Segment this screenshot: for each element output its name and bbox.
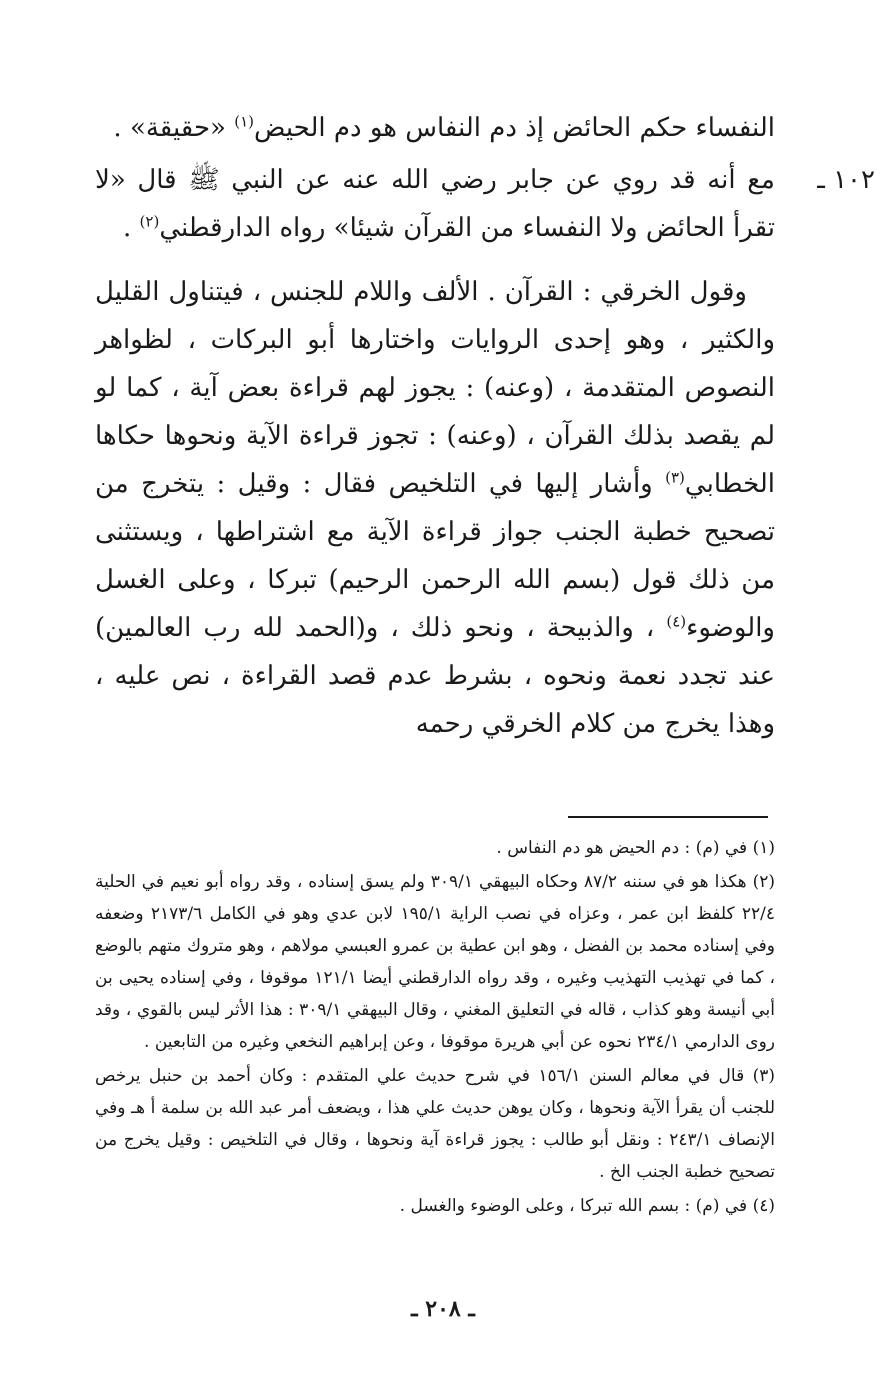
footnote-3: (٣) قال في معالم السنن ١٥٦/١ في شرح حديث علي المتقدم : وكان أحمد بن حنبل يرخص للجنب أن يقرأ الآية ونحوها ، وكان يوهن حديث علي هذا ، ويضعف أمر عبد الله بن سلمة أ هـ وفي الإنصاف ٢٤٣/١ : ونقل أبو طالب : يجوز قراءة آية ونحوها ، وقال في التلخيص : وقيل يخرج من تصحيح خطبة الجنب الخ . [95, 1066, 776, 1182]
footnote-ref-4: (٤) [666, 612, 687, 631]
footnotes [95, 832, 775, 1224]
footnote-ref-3: (٣) [665, 468, 685, 487]
footnote-2: (٢) هكذا هو في سننه ٨٧/٢ وحكاه البيهقي ٣٠٩/١ ولم يسق إسناده ، وقد رواه أبو نعيم في الحلية ٢٢/٤ كلفظ ابن عمر ، وعزاه في نصب الراية ١٩٥/١ لابن عدي وهو في الكامل ٢١٧٣/٦ وضعفه وفي إسناده محمد بن الفضل ، وهو ابن عطية بن عمرو العبسي مولاهم ، وهو متروك متهم بالوضع ، كما في تهذيب التهذيب وغيره ، وقد رواه الدارقطني أيضا ١٢١/١ موقوفا ، وفي إسناده يحيى بن أبي أنيسة وهو كذاب ، قاله في التعليق المغني ، وقال البيهقي ٣٠٩/١ : هذا الأثر ليس بالقوي ، وقد روى الدارمي ٢٣٤/١ نحوه عن أبي هريرة موقوفا ، وعن إبراهيم النخعي وغيره من التابعين . [95, 872, 776, 1052]
paragraph-number: ١٠٢ ـ [817, 165, 875, 195]
page-number: ـ ٢٠٨ ـ [411, 1296, 475, 1322]
paragraph-text-part3: ، والذبيحة ، ونحو ذلك ، و(الحمد لله رب العالمين) عند تجدد نعمة ونحوه ، بشرط عدم قصد القراءة ، نص عليه ، وهذا يخرج من كلام الخرقي رحمه [95, 613, 775, 739]
footnote-4: (٤) في (م) : بسم الله تبركا ، وعلى الوضوء والغسل . [399, 1196, 775, 1216]
footnote-ref-1: (١) [234, 112, 254, 131]
paragraph-text-part1: وقول الخرقي : القرآن . الألف واللام للجنس ، فيتناول القليل والكثير ، وهو إحدى الروايات واختارها أبو البركات ، لظواهر النصوص المتقدمة ، (وعنه) : يجوز لهم قراءة بعض آية ، كما لو لم يقصد بذلك القرآن ، (وعنه) : تجوز قراءة الآية ونحوها حكاها الخطابي [95, 277, 775, 499]
paragraph-text-after: «حقيقة» . [113, 113, 235, 143]
paragraph-text-part2: وأشار إليها في التلخيص فقال : وقيل : يتخرج من تصحيح خطبة الجنب جواز قراءة الآية مع اشتراطها ، ويستثنى من ذلك قول (بسم الله الرحمن الرحيم) تبركا ، وعلى الغسل والوضوء [95, 469, 775, 643]
paragraph-text-after: . [123, 213, 140, 243]
footnote-1: (١) في (م) : دم الحيض هو دم النفاس . [496, 838, 775, 858]
footnote-ref-2: (٢) [139, 212, 160, 231]
paragraph-commentary [95, 268, 775, 748]
paragraph-continuation [95, 104, 775, 152]
paragraph-text: النفساء حكم الحائض إذ دم النفاس هو دم الحيض [253, 113, 775, 143]
footnote-separator [568, 816, 768, 818]
main-text [95, 104, 875, 748]
paragraph-hadith [95, 156, 775, 252]
numbered-paragraph-102 [95, 156, 875, 252]
paragraph-text: مع أنه قد روي عن جابر رضي الله عنه عن النبي ﷺ قال «لا تقرأ الحائض ولا النفساء من القرآن شيئا» رواه الدارقطني [95, 165, 775, 243]
